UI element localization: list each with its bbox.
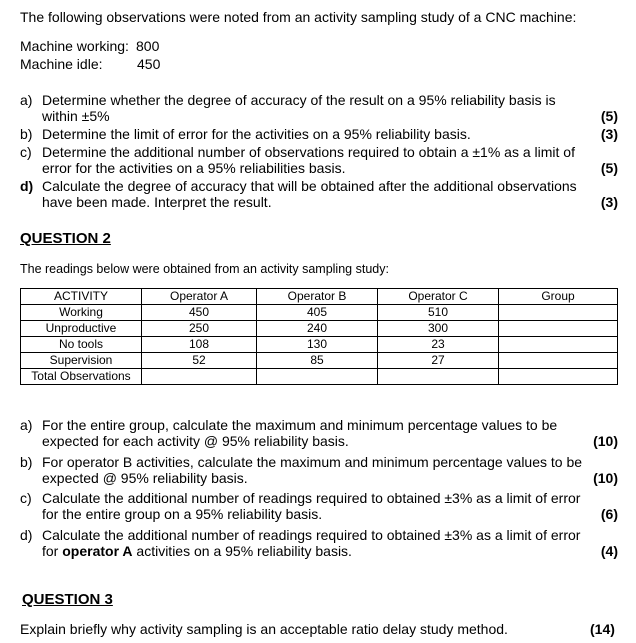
table-header: Operator B [257, 289, 378, 305]
question3-text: Explain briefly why activity sampling is an acceptable ratio delay study method. [20, 621, 508, 637]
table-cell [499, 337, 618, 353]
q2-item-b [20, 454, 618, 486]
table-cell: 250 [142, 321, 257, 337]
item-label: a) [20, 417, 33, 433]
table-header: Operator A [142, 289, 257, 305]
item-text: Determine the additional number of observations required to obtain a ±1% as a limit of [42, 144, 575, 160]
table-cell [499, 321, 618, 337]
q1-item-c [20, 144, 618, 176]
item-text: Calculate the additional number of readings required to obtained ±3% as a limit of error [42, 527, 581, 543]
q1-item-a [20, 92, 618, 124]
table-cell: 23 [378, 337, 499, 353]
table-cell: 405 [257, 305, 378, 321]
item-text: For operator B activities, calculate the maximum and minimum percentage values to be [42, 454, 583, 470]
item-text: error for the activities on a 95% reliabilities basis. [42, 160, 346, 176]
item-text: have been made. Interpret the result. [42, 194, 272, 210]
question2-heading: QUESTION 2 [20, 230, 111, 247]
item-marks: (6) [600, 506, 618, 522]
table-row [21, 353, 618, 369]
table-cell: 130 [257, 337, 378, 353]
q2-item-c [20, 490, 618, 522]
item-text: expected for each activity @ 95% reliability basis. [42, 433, 349, 449]
item-label: b) [20, 454, 33, 470]
item-text-tail: activities on a 95% reliability basis. [132, 543, 352, 559]
table-cell: 108 [142, 337, 257, 353]
observations-table [20, 288, 618, 385]
table-cell [257, 369, 378, 385]
item-text [42, 543, 352, 559]
item-text: for the entire group on a 95% reliability basis. [42, 506, 323, 522]
table-cell: 52 [142, 353, 257, 369]
table-cell: No tools [21, 337, 142, 353]
item-text: Calculate the additional number of readings required to obtained ±3% as a limit of error [42, 490, 581, 506]
table-cell: 450 [142, 305, 257, 321]
table-header: Group [499, 289, 618, 305]
item-marks: (4) [600, 543, 618, 559]
table-header: ACTIVITY [21, 289, 142, 305]
table-cell [499, 369, 618, 385]
table-cell: 27 [378, 353, 499, 369]
item-text: Determine the limit of error for the activities on a 95% reliability basis. [42, 126, 471, 142]
item-text: expected @ 95% reliability basis. [42, 470, 248, 486]
q2-item-d [20, 527, 618, 559]
item-marks: (5) [600, 108, 618, 124]
table-row [21, 321, 618, 337]
item-text-bold: operator A [62, 543, 133, 559]
question3-heading: QUESTION 3 [22, 591, 113, 608]
item-marks: (10) [593, 433, 618, 449]
item-marks: (3) [600, 194, 618, 210]
table-row [21, 337, 618, 353]
table-cell: 240 [257, 321, 378, 337]
item-text: Determine whether the degree of accuracy of the result on a 95% reliability basis is [42, 92, 556, 108]
table-cell: Supervision [21, 353, 142, 369]
item-text: within ±5% [42, 108, 110, 124]
item-marks: (3) [600, 126, 618, 142]
item-label: c) [20, 144, 32, 160]
table-cell: Total Observations [21, 369, 142, 385]
working-label: Machine working: [20, 38, 129, 54]
item-label: a) [20, 92, 33, 108]
q2-item-a [20, 417, 618, 449]
table-cell [142, 369, 257, 385]
item-label: d) [20, 527, 33, 543]
idle-label: Machine idle: [20, 56, 103, 72]
table-cell: 300 [378, 321, 499, 337]
item-label: b) [20, 126, 33, 142]
intro-text: The following observations were noted from an activity sampling study of a CNC machine: [20, 9, 577, 25]
question3-marks: (14) [590, 621, 615, 637]
question2-intro: The readings below were obtained from an activity sampling study: [20, 262, 389, 276]
table-cell: 510 [378, 305, 499, 321]
working-value: 800 [136, 38, 160, 54]
table-row [21, 305, 618, 321]
item-text: For the entire group, calculate the maximum and minimum percentage values to be [42, 417, 558, 433]
table-header-row [21, 289, 618, 305]
item-marks: (10) [593, 470, 618, 486]
item-text: Calculate the degree of accuracy that will be obtained after the additional observations [42, 178, 577, 194]
table-cell: Working [21, 305, 142, 321]
table-cell [378, 369, 499, 385]
table-cell [499, 353, 618, 369]
q1-item-d [20, 178, 618, 210]
item-marks: (5) [600, 160, 618, 176]
table-cell: Unproductive [21, 321, 142, 337]
item-text-lead: for [42, 543, 63, 559]
item-label: d) [20, 178, 34, 194]
q1-item-b [20, 126, 618, 142]
table-row [21, 369, 618, 385]
table-header: Operator C [378, 289, 499, 305]
table-cell [499, 305, 618, 321]
table-cell: 85 [257, 353, 378, 369]
idle-value: 450 [137, 56, 161, 72]
item-label: c) [20, 490, 32, 506]
